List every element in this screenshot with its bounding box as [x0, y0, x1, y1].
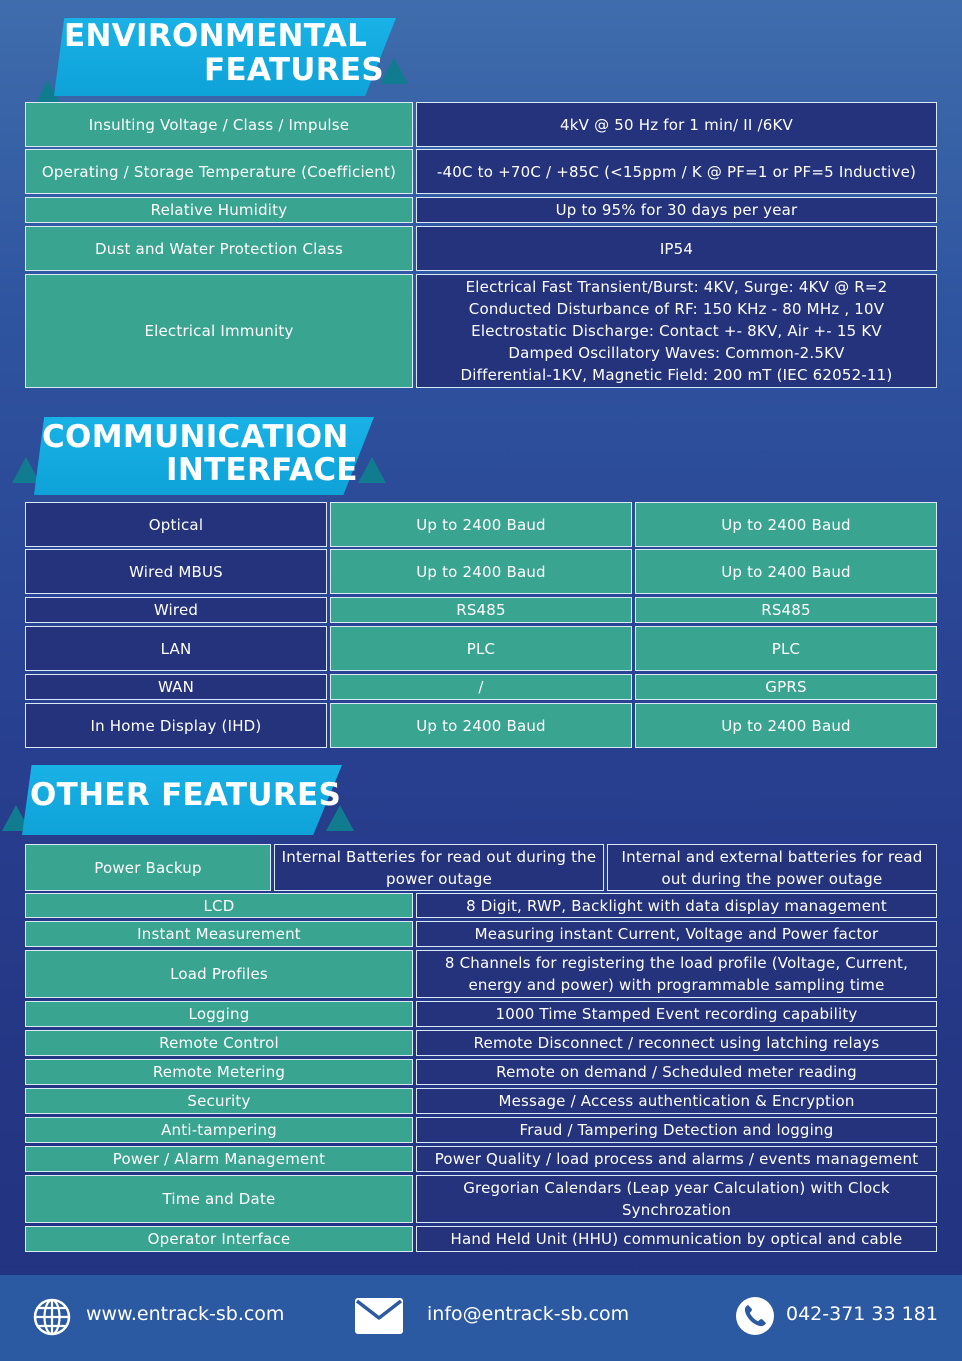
- other-label-cell: [25, 844, 271, 891]
- comm-label: LAN: [160, 639, 192, 658]
- other-label-cell: [25, 1146, 413, 1172]
- other-label-cell: [25, 950, 413, 998]
- comm-col1-cell: [330, 674, 632, 700]
- env-value-cell: [416, 274, 937, 388]
- communication-title-line2: INTERFACE: [166, 452, 358, 488]
- other-label-cell: [25, 1030, 413, 1056]
- other-label-cell: [25, 1175, 413, 1223]
- other-value-cell: [416, 1117, 937, 1143]
- other-label: Remote Control: [159, 1034, 279, 1052]
- environmental-title-line2: FEATURES: [204, 52, 385, 88]
- other-value: 1000 Time Stamped Event recording capability: [495, 1005, 858, 1023]
- comm-label-cell: [25, 674, 327, 700]
- other-label: Operator Interface: [147, 1230, 291, 1248]
- comm-col2: RS485: [761, 601, 811, 619]
- env-value: IP54: [659, 239, 694, 258]
- other-label: Logging: [188, 1005, 250, 1023]
- other-features-banner: [2, 765, 356, 835]
- environmental-features-banner: [34, 18, 410, 96]
- other-value: Message / Access authentication & Encryption: [498, 1092, 855, 1110]
- comm-col2-cell: [635, 703, 937, 748]
- other-value-cell: [416, 1001, 937, 1027]
- comm-col2-cell: [635, 597, 937, 623]
- comm-col1-cell: [330, 502, 632, 547]
- env-label: Operating / Storage Temperature (Coefficient): [41, 162, 397, 181]
- env-label: Dust and Water Protection Class: [95, 239, 343, 258]
- env-value-line: Conducted Disturbance of RF: 150 KHz - 80 MHz , 10V: [468, 300, 885, 318]
- comm-label: Wired MBUS: [129, 562, 223, 581]
- comm-label-cell: [25, 703, 327, 748]
- phone-icon: [735, 1296, 775, 1336]
- other-value-line: power outage: [385, 869, 493, 888]
- env-label: Electrical Immunity: [144, 322, 294, 340]
- env-label-cell: [25, 274, 413, 388]
- other-value: Fraud / Tampering Detection and logging: [519, 1121, 834, 1139]
- other-label: Remote Metering: [152, 1063, 286, 1081]
- comm-label-cell: [25, 626, 327, 671]
- other-value-cell: [416, 950, 937, 998]
- env-label-cell: [25, 149, 413, 194]
- other-value: Hand Held Unit (HHU) communication by optical and cable: [450, 1230, 903, 1248]
- other-value: 8 Digit, RWP, Backlight with data display management: [466, 896, 887, 915]
- comm-col2-cell: [635, 549, 937, 594]
- email-link[interactable]: info@entrack-sb.com: [427, 1303, 630, 1325]
- comm-label-cell: [25, 549, 327, 594]
- comm-col2-cell: [635, 502, 937, 547]
- other-label: Security: [187, 1092, 251, 1110]
- communication-interface-banner: [12, 417, 388, 495]
- comm-col1-cell: [330, 626, 632, 671]
- other-value-line: Gregorian Calendars (Leap year Calculation) with Clock: [463, 1179, 890, 1197]
- communication-title-line1: COMMUNICATION: [42, 419, 349, 455]
- other-value-line: Internal and external batteries for read: [621, 847, 923, 866]
- other-value-line: energy and power) with programmable sampling time: [468, 976, 885, 994]
- comm-label: WAN: [157, 678, 195, 696]
- other-label: Power / Alarm Management: [112, 1150, 326, 1168]
- comm-col1-cell: [330, 597, 632, 623]
- other-features-title: OTHER FEATURES: [30, 777, 342, 813]
- comm-col1-cell: [330, 703, 632, 748]
- other-label: Instant Measurement: [137, 925, 301, 943]
- environmental-title-line1: ENVIRONMENTAL: [64, 18, 368, 54]
- other-label-cell: [25, 1117, 413, 1143]
- env-value-cell: [416, 102, 937, 147]
- other-label-cell: [25, 893, 413, 918]
- comm-col1: Up to 2400 Baud: [416, 562, 546, 581]
- comm-label: Optical: [148, 515, 204, 534]
- comm-label-cell: [25, 502, 327, 547]
- other-col2-cell: [607, 844, 937, 891]
- contact-footer: [0, 1275, 962, 1361]
- other-value: Remote Disconnect / reconnect using latching relays: [473, 1034, 880, 1052]
- comm-col2: Up to 2400 Baud: [721, 716, 851, 735]
- other-label-cell: [25, 1001, 413, 1027]
- other-value: Measuring instant Current, Voltage and Power factor: [474, 925, 879, 943]
- comm-col2: Up to 2400 Baud: [721, 515, 851, 534]
- other-value: Remote on demand / Scheduled meter reading: [496, 1063, 857, 1081]
- other-label: Load Profiles: [170, 965, 268, 983]
- other-label: Power Backup: [94, 858, 202, 877]
- env-value-cell: [416, 197, 937, 223]
- env-label: Relative Humidity: [150, 201, 288, 219]
- env-value: Up to 95% for 30 days per year: [555, 201, 798, 219]
- envelope-icon: [354, 1297, 404, 1335]
- env-value-cell: [416, 226, 937, 271]
- comm-col1: Up to 2400 Baud: [416, 515, 546, 534]
- comm-col2: PLC: [771, 639, 801, 658]
- env-value-line: Differential-1KV, Magnetic Field: 200 mT (IEC 62052-11): [460, 366, 893, 384]
- other-value-cell: [416, 1226, 937, 1252]
- env-value-line: Damped Oscillatory Waves: Common-2.5KV: [508, 344, 845, 362]
- comm-col2: GPRS: [765, 678, 807, 696]
- env-label-cell: [25, 197, 413, 223]
- env-value: 4kV @ 50 Hz for 1 min/ II /6KV: [560, 115, 793, 134]
- other-label: Anti-tampering: [161, 1121, 277, 1139]
- other-value-cell: [416, 1059, 937, 1085]
- other-label-cell: [25, 1088, 413, 1114]
- other-value-cell: [416, 1175, 937, 1223]
- other-value: Power Quality / load process and alarms / events management: [434, 1150, 919, 1168]
- other-value-line: Synchrozation: [621, 1201, 732, 1219]
- comm-col1-cell: [330, 549, 632, 594]
- comm-col1: PLC: [466, 639, 496, 658]
- env-label-cell: [25, 226, 413, 271]
- other-value-cell: [416, 1146, 937, 1172]
- other-value-cell: [416, 893, 937, 918]
- other-value-cell: [416, 921, 937, 947]
- comm-col2-cell: [635, 626, 937, 671]
- comm-col2-cell: [635, 674, 937, 700]
- comm-label: In Home Display (IHD): [90, 716, 262, 735]
- comm-col2: Up to 2400 Baud: [721, 562, 851, 581]
- other-value-cell: [416, 1030, 937, 1056]
- other-label-cell: [25, 1226, 413, 1252]
- other-col1-cell: [274, 844, 604, 891]
- comm-col1: RS485: [456, 601, 506, 619]
- other-label-cell: [25, 1059, 413, 1085]
- comm-label: Wired: [153, 601, 199, 619]
- other-value-line: 8 Channels for registering the load profile (Voltage, Current,: [444, 954, 909, 972]
- env-label: Insulting Voltage / Class / Impulse: [88, 115, 350, 134]
- globe-icon: [32, 1297, 72, 1337]
- other-value-cell: [416, 1088, 937, 1114]
- website-link[interactable]: www.entrack-sb.com: [86, 1303, 285, 1325]
- other-label: Time and Date: [162, 1190, 276, 1208]
- other-label-cell: [25, 921, 413, 947]
- comm-col1: /: [478, 678, 484, 696]
- env-value-line: Electrostatic Discharge: Contact +- 8KV, Air +- 15 KV: [471, 322, 882, 340]
- other-value-line: Internal Batteries for read out during the: [281, 847, 597, 866]
- env-value: -40C to +70C / +85C (<15ppm / K @ PF=1 or PF=5 Inductive): [436, 162, 917, 181]
- comm-col1: Up to 2400 Baud: [416, 716, 546, 735]
- env-label-cell: [25, 102, 413, 147]
- env-value-line: Electrical Fast Transient/Burst: 4KV, Surge: 4KV @ R=2: [465, 278, 888, 296]
- other-value-line: out during the power outage: [661, 869, 883, 888]
- env-value-cell: [416, 149, 937, 194]
- other-label: LCD: [203, 896, 235, 915]
- phone-number[interactable]: 042-371 33 181: [786, 1303, 938, 1325]
- comm-label-cell: [25, 597, 327, 623]
